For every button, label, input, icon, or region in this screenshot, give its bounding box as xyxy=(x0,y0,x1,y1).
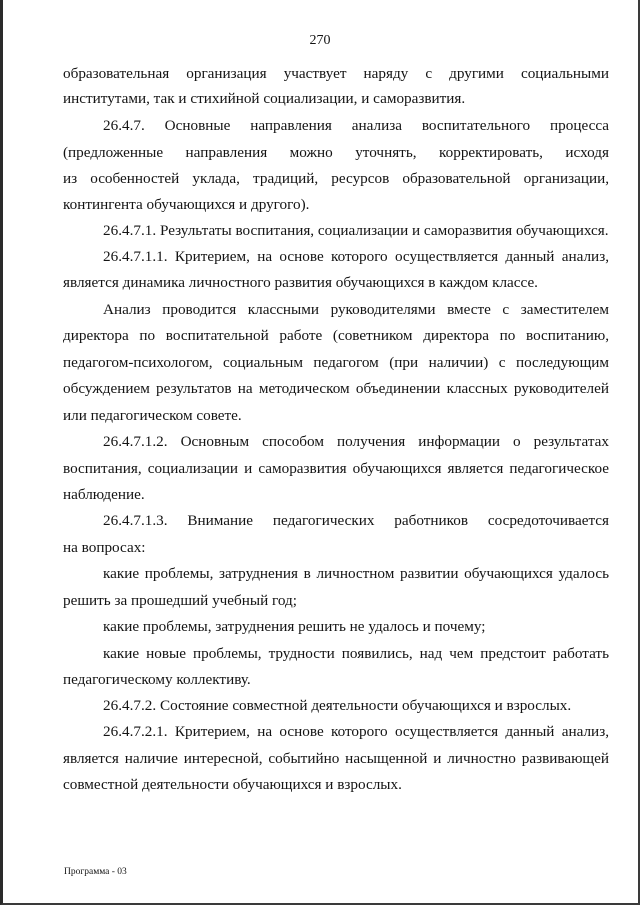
text-line: или педагогическом совете. xyxy=(63,407,242,424)
page-number: 270 xyxy=(309,33,331,48)
text-line: педагогическому коллективу. xyxy=(63,671,251,688)
list-item: какие проблемы, затруднения в личностном развитии обучающихся удалось xyxy=(103,565,609,582)
text-line: образовательная организация участвует наряду с другими социальными xyxy=(63,65,609,82)
section-heading: 26.4.7.2. Состояние совместной деятельности обучающихся и взрослых. xyxy=(103,697,572,714)
text-line: решить за прошедший учебный год; xyxy=(63,592,297,609)
text-line: является динамика личностного развития обучающихся в каждом классе. xyxy=(63,274,538,291)
list-item: какие новые проблемы, трудности появились, над чем предстоит работать xyxy=(103,645,609,662)
text-line: директора по воспитательной работе (советником директора по воспитанию, xyxy=(63,327,609,344)
text-line: контингента обучающихся и другого). xyxy=(63,196,310,213)
text-line: совместной деятельности обучающихся и взрослых. xyxy=(63,776,402,793)
paragraph-start: 26.4.7.1.1. Критерием, на основе которого осуществляется данный анализ, xyxy=(103,248,609,265)
text-line: является наличие интересной, событийно насыщенной и личностно развивающей xyxy=(63,750,609,767)
text-line: обсуждением результатов на методическом объединении классных руководителей xyxy=(63,380,609,397)
text-line: воспитания, социализации и саморазвития обучающихся является педагогическое xyxy=(63,460,609,477)
paragraph-start: 26.4.7.1.2. Основным способом получения информации о результатах xyxy=(103,433,609,450)
paragraph-start: 26.4.7.2.1. Критерием, на основе которого осуществляется данный анализ, xyxy=(103,723,609,740)
text-line: на вопросах: xyxy=(63,539,146,556)
list-item: какие проблемы, затруднения решить не удалось и почему; xyxy=(103,618,486,635)
paragraph-start: 26.4.7.1.3. Внимание педагогических работников сосредоточивается xyxy=(103,512,609,529)
section-heading: 26.4.7.1. Результаты воспитания, социализации и саморазвития обучающихся. xyxy=(103,222,609,239)
text-line: наблюдение. xyxy=(63,486,145,503)
text-line: из особенностей уклада, традиций, ресурсов образовательной организации, xyxy=(63,170,609,187)
paragraph-start: Анализ проводится классными руководителями вместе с заместителем xyxy=(103,301,609,318)
footer-label: Программа - 03 xyxy=(64,867,127,877)
section-heading: 26.4.7. Основные направления анализа воспитательного процесса xyxy=(103,117,609,134)
text-line: (предложенные направления можно уточнять, корректировать, исходя xyxy=(63,144,609,161)
text-line: педагогом-психологом, социальным педагогом (при наличии) с последующим xyxy=(63,354,609,371)
text-line: институтами, так и стихийной социализации, и саморазвития. xyxy=(63,90,466,107)
